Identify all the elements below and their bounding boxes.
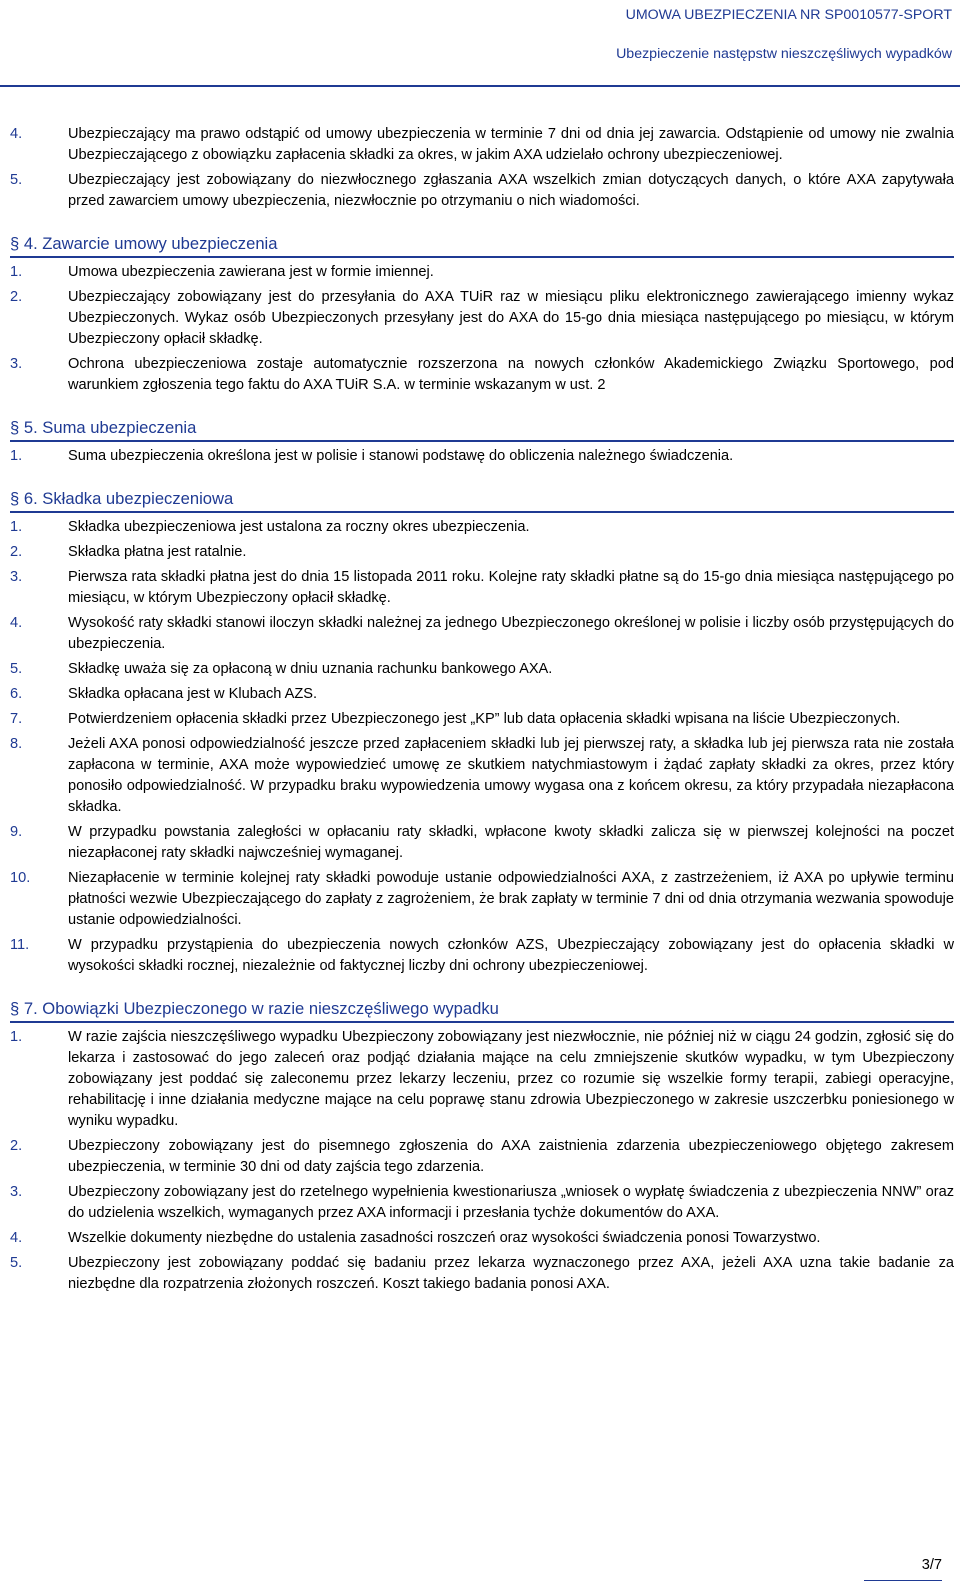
list-item (10, 354, 954, 396)
item-text: W razie zajścia nieszczęśliwego wypadku Ubezpieczony zobowiązany jest niezwłocznie, nie później niż w ciągu 24 godzin, zgłosić się do lekarza i zastosować do jego zaleceń oraz podjąć działania mające na celu zmniejszenie skutków wypadku, w tym Ubezpieczony zobowiązany jest poddać się zaleconemu przez lekarzy leczeniu, przez co rozumie się wszelkie formy terapii, zabiegi operacyjne, rehabilitację i inne działania medyczne mające na celu poprawę stanu zdrowia Ubezpieczonego w zakresie uszczerbku poniesionego w wyniku wypadku. (68, 1029, 954, 1129)
header-subtitle: Ubezpieczenie następstw nieszczęśliwych wypadków (616, 46, 952, 62)
item-text: Ochrona ubezpieczeniowa zostaje automatycznie rozszerzona na nowych członków Akademickiego Związku Sportowego, pod warunkiem zgłoszenia tego faktu do AXA TUiR S.A. w terminie wskazanym w ust. 2 (68, 356, 954, 393)
item-text: Składkę uważa się za opłaconą w dniu uznania rachunku bankowego AXA. (68, 661, 553, 677)
item-number: 4. (10, 126, 23, 142)
list-item (10, 659, 954, 680)
section-heading: § 4. Zawarcie umowy ubezpieczenia (10, 233, 954, 258)
item-number: 3. (10, 1184, 23, 1200)
item-text: Suma ubezpieczenia określona jest w polisie i stanowi podstawę do obliczenia należnego świadczenia. (68, 448, 734, 464)
item-number: 5. (10, 661, 23, 677)
list-item (10, 935, 954, 977)
page-number: 3/7 (921, 1557, 942, 1573)
list-item (10, 613, 954, 655)
item-number: 3. (10, 356, 23, 372)
section-heading: § 6. Składka ubezpieczeniowa (10, 488, 954, 513)
item-text: Wszelkie dokumenty niezbędne do ustalenia zasadności roszczeń oraz wysokości świadczenia ponosi Towarzystwo. (68, 1230, 821, 1246)
item-number: 5. (10, 172, 23, 188)
item-text: Składka opłacana jest w Klubach AZS. (68, 686, 318, 702)
header-contract-number: UMOWA UBEZPIECZENIA NR SP0010577-SPORT (625, 7, 952, 23)
item-text: Jeżeli AXA ponosi odpowiedzialność jeszcze przed zapłaceniem składki lub jej pierwszej raty, a składka lub jej pierwsza rata nie została zapłacona w terminie, AXA może wypowiedzieć umowę ze skutkiem natychmiastowym i żądać zapłaty składki za okres, przez który ponosiło odpowiedzialność. W przypadku braku wypowiedzenia umowy wygasa ona z końcem okresu, za który przypadała niezapłacona składka. (68, 736, 954, 815)
item-number: 1. (10, 448, 23, 464)
item-number: 1. (10, 519, 23, 535)
list-item (10, 1027, 954, 1132)
list-item (10, 517, 954, 538)
item-number: 2. (10, 289, 23, 305)
item-number: 5. (10, 1255, 23, 1271)
item-number: 4. (10, 1230, 23, 1246)
list-item (10, 709, 954, 730)
item-text: Ubezpieczający jest zobowiązany do niezwłocznego zgłaszania AXA wszelkich zmian dotyczących danych, o które AXA zapytywała przed zawarciem umowy ubezpieczenia, niezwłocznie po otrzymaniu o nich wiadomości. (68, 172, 954, 209)
item-text: Pierwsza rata składki płatna jest do dnia 15 listopada 2011 roku. Kolejne raty składki płatne są do 15-go dnia miesiąca następującego po miesiącu, w którym Ubezpieczony opłacił składkę. (68, 569, 954, 606)
list-item (10, 1182, 954, 1224)
item-text: Ubezpieczający zobowiązany jest do przesyłania do AXA TUiR raz w miesiącu pliku elektronicznego zawierającego imienny wykaz Ubezpieczonych. Wykaz osób Ubezpieczonych przesyłany jest do AXA do 15-go dnia miesiąca następującego po miesiącu, w którym Ubezpieczony opłacił składkę. (68, 289, 954, 347)
list-item (10, 734, 954, 818)
item-number: 7. (10, 711, 23, 727)
list-item (10, 446, 954, 467)
list-item (10, 567, 954, 609)
list-item (10, 124, 954, 166)
item-number: 6. (10, 686, 23, 702)
header-divider (0, 85, 960, 87)
item-text: Ubezpieczony zobowiązany jest do pisemnego zgłoszenia do AXA zaistnienia zdarzenia ubezpieczeniowego objętego zakresem ubezpieczenia, w terminie 30 dni od daty zajścia tego zdarzenia. (68, 1138, 954, 1175)
item-number: 2. (10, 1138, 23, 1154)
item-number: 2. (10, 544, 23, 560)
list-item (10, 868, 954, 931)
document-body (10, 124, 954, 1299)
section-heading: § 5. Suma ubezpieczenia (10, 417, 954, 442)
item-text: Wysokość raty składki stanowi iloczyn składki należnej za jednego Ubezpieczonego określonej w polisie i liczby osób przystępujących do ubezpieczenia. (68, 615, 954, 652)
item-number: 4. (10, 615, 23, 631)
item-text: Ubezpieczony zobowiązany jest do rzetelnego wypełnienia kwestionariusza „wniosek o wypłatę świadczenia z ubezpieczenia NNW” oraz do udzielenia wszelkich, wymaganych przez AXA informacji i przesłania tychże dokumentów do AXA. (68, 1184, 954, 1221)
item-text: W przypadku powstania zaległości w opłacaniu raty składki, wpłacone kwoty składki zalicza się w pierwszej kolejności na poczet niezapłaconej raty składki najwcześniej wymaganej. (68, 824, 954, 861)
section-heading: § 7. Obowiązki Ubezpieczonego w razie nieszczęśliwego wypadku (10, 998, 954, 1023)
list-item (10, 684, 954, 705)
item-text: W przypadku przystąpienia do ubezpieczenia nowych członków AZS, Ubezpieczający zobowiązany jest do opłacenia składki w wysokości składki rocznej, niezależnie od faktycznej liczby dni ochrony ubezpieczeniowej. (68, 937, 954, 974)
item-text: Składka ubezpieczeniowa jest ustalona za roczny okres ubezpieczenia. (68, 519, 530, 535)
item-text: Składka płatna jest ratalnie. (68, 544, 247, 560)
item-number: 10. (10, 870, 31, 886)
list-item (10, 287, 954, 350)
list-item (10, 822, 954, 864)
footer-divider (864, 1580, 942, 1581)
item-text: Ubezpieczony jest zobowiązany poddać się badaniu przez lekarza wyznaczonego przez AXA, jeżeli AXA uzna takie badanie za niezbędne dla rozpatrzenia złożonych roszczeń. Koszt takiego badania ponosi AXA. (68, 1255, 954, 1292)
item-text: Umowa ubezpieczenia zawierana jest w formie imiennej. (68, 264, 434, 280)
item-number: 9. (10, 824, 23, 840)
item-number: 3. (10, 569, 23, 585)
list-item (10, 1253, 954, 1295)
item-number: 1. (10, 264, 23, 280)
list-item (10, 170, 954, 212)
item-number: 8. (10, 736, 23, 752)
list-item (10, 1228, 954, 1249)
list-item (10, 262, 954, 283)
item-text: Ubezpieczający ma prawo odstąpić od umowy ubezpieczenia w terminie 7 dni od dnia jej zawarcia. Odstąpienie od umowy nie zwalnia Ubezpieczającego z obowiązku zapłacenia składki za okres, w jakim AXA udzielało ochrony ubezpieczeniowej. (68, 126, 954, 163)
list-item (10, 1136, 954, 1178)
list-item (10, 542, 954, 563)
item-number: 11. (10, 937, 30, 953)
item-number: 1. (10, 1029, 23, 1045)
item-text: Niezapłacenie w terminie kolejnej raty składki powoduje ustanie odpowiedzialności AXA, z zastrzeżeniem, iż AXA po upływie terminu płatności wezwie Ubezpieczającego do zapłaty z zagrożeniem, że brak zapłaty w terminie 7 dni od dnia otrzymania wezwania spowoduje ustanie odpowiedzialności. (68, 870, 954, 928)
item-text: Potwierdzeniem opłacenia składki przez Ubezpieczonego jest „KP” lub data opłacenia składki wpisana na liście Ubezpieczonych. (68, 711, 901, 727)
